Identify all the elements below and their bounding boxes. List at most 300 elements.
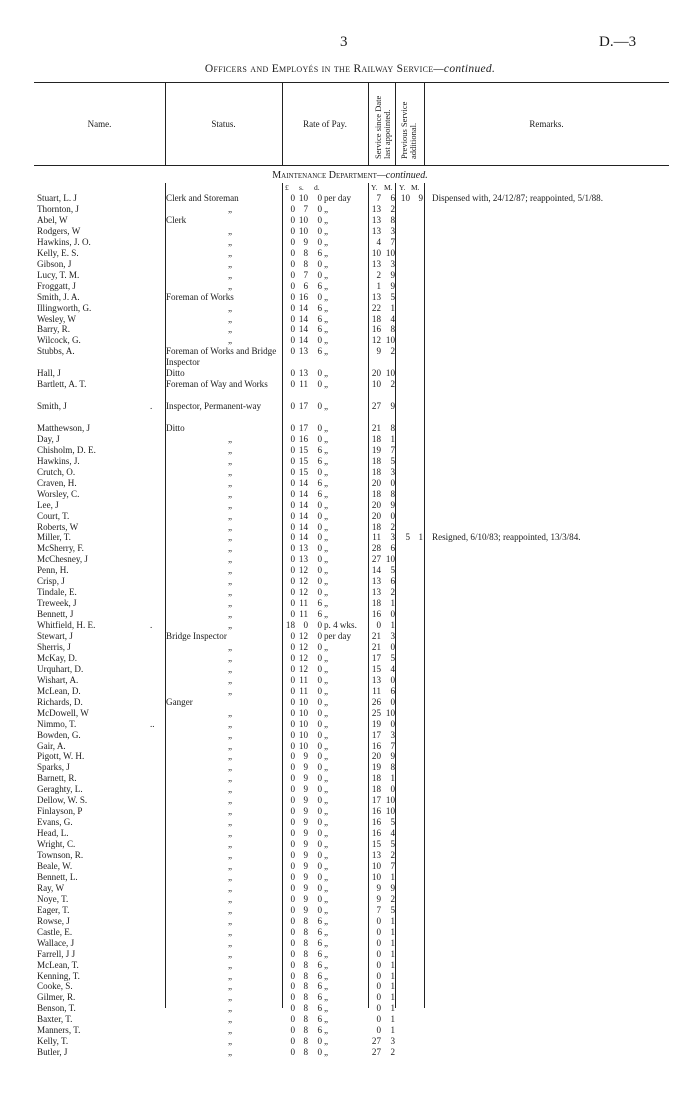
pay-pounds: 0: [290, 225, 295, 236]
pay-period: „: [324, 926, 329, 937]
service-months: 10: [385, 707, 395, 718]
pay-pence: 0: [317, 466, 322, 477]
service-years: 10: [371, 871, 381, 882]
service-years: 16: [371, 609, 381, 620]
pay-period: „: [324, 915, 329, 926]
pay-period: „: [324, 850, 329, 860]
pay-pounds: 0: [290, 532, 295, 543]
pay-pounds: 0: [290, 444, 295, 455]
service-years: 27: [371, 401, 381, 411]
table-row: [0, 675, 700, 686]
pay-pounds: 0: [290, 773, 295, 784]
pay-pence: 6: [317, 444, 322, 455]
pay-pence: 6: [317, 937, 322, 948]
pay-pence: 0: [317, 751, 322, 762]
service-months: 1: [390, 1003, 395, 1014]
pay-pence: 0: [317, 214, 322, 225]
employee-name: Rodgers, W: [37, 225, 81, 236]
pay-period: „: [324, 554, 329, 565]
pay-period: „: [324, 762, 329, 773]
pay-period: „: [324, 1014, 329, 1025]
service-months: 6: [390, 576, 395, 587]
table-row: [0, 981, 700, 992]
table-row: [0, 708, 700, 719]
service-months: 4: [390, 828, 395, 839]
service-months: 2: [390, 521, 395, 532]
status-text: „: [227, 959, 233, 970]
pay-shillings: 14: [298, 510, 308, 521]
service-months: 10: [385, 247, 395, 258]
employee-name: Sparks, J: [37, 762, 70, 773]
employee-name: Baxter, T.: [37, 1014, 73, 1025]
pay-shillings: 16: [298, 291, 308, 302]
status-text: „: [227, 718, 233, 729]
service-years: 15: [371, 839, 381, 850]
service-years: 0: [376, 1014, 381, 1025]
pay-pence: 0: [317, 587, 322, 598]
pay-pounds: 0: [290, 1014, 295, 1025]
pay-pence: 0: [317, 1047, 322, 1058]
service-months: 1: [390, 433, 395, 444]
pay-pounds: 0: [290, 576, 295, 587]
status-text: „: [227, 652, 233, 663]
service-months: 10: [385, 368, 395, 379]
service-months: 10: [385, 335, 395, 346]
status-text: „: [227, 510, 233, 521]
pay-period: „: [324, 904, 329, 915]
pay-pounds: 0: [290, 1025, 295, 1036]
table-row: [0, 784, 700, 795]
pay-shillings: 9: [303, 762, 308, 773]
table-row: [0, 664, 700, 675]
table-row: [0, 445, 700, 456]
employee-name: Wilcock, G.: [37, 335, 81, 346]
pay-shillings: 14: [298, 477, 308, 488]
service-years: 19: [371, 762, 381, 773]
header-service: Service since Date last appointed.: [373, 95, 392, 159]
status-text: „: [227, 740, 233, 751]
table-row: [0, 773, 700, 784]
pay-period: „: [324, 641, 329, 652]
pay-shillings: 8: [303, 258, 308, 269]
pay-pounds: 0: [290, 269, 295, 280]
pay-pence: 0: [317, 193, 322, 203]
pay-pounds: 0: [290, 992, 295, 1003]
table-row: [0, 719, 700, 730]
service-years: 1: [376, 280, 381, 291]
pay-pence: 0: [317, 904, 322, 915]
pay-shillings: 14: [298, 313, 308, 324]
table-row: [0, 543, 700, 554]
pay-pounds: 0: [290, 1003, 295, 1014]
service-months: 9: [390, 499, 395, 510]
pay-shillings: 9: [303, 871, 308, 882]
pay-pounds: 0: [290, 707, 295, 718]
table-row: [0, 762, 700, 773]
pay-period: „: [324, 861, 329, 871]
service-months: 10: [385, 554, 395, 565]
employee-name: Townson, R.: [37, 850, 84, 860]
status-text: „: [227, 839, 233, 850]
status-text: „: [227, 882, 233, 893]
pay-pence: 0: [317, 225, 322, 236]
status-text: „: [227, 784, 233, 795]
table-row: [0, 456, 700, 467]
pay-shillings: 8: [303, 970, 308, 981]
pay-period: „: [324, 981, 329, 992]
pay-pounds: 0: [290, 433, 295, 444]
pay-shillings: 9: [303, 861, 308, 871]
pay-period: „: [324, 696, 329, 707]
status-text: „: [227, 1025, 233, 1036]
pay-pounds: 0: [290, 981, 295, 992]
status-text: „: [227, 477, 233, 488]
pay-pence: 6: [317, 959, 322, 970]
pay-pence: 0: [317, 1036, 322, 1047]
service-years: 13: [371, 674, 381, 685]
pay-shillings: 14: [298, 499, 308, 510]
service-months: 2: [390, 346, 395, 357]
pay-shillings: 8: [303, 981, 308, 992]
pay-pounds: 0: [290, 784, 295, 795]
pay-period: „: [324, 817, 329, 828]
pay-shillings: 8: [303, 1047, 308, 1058]
pay-period: „: [324, 302, 329, 313]
service-months: 1: [390, 926, 395, 937]
pay-pence: 0: [317, 510, 322, 521]
status-text: „: [227, 937, 233, 948]
service-months: 5: [390, 652, 395, 663]
pay-pence: 0: [317, 850, 322, 860]
service-months: 1: [390, 992, 395, 1003]
pay-pounds: 0: [290, 313, 295, 324]
table-row: [0, 270, 700, 281]
service-years: 19: [371, 444, 381, 455]
pay-pounds: 0: [290, 817, 295, 828]
status-text: Ditto: [166, 422, 185, 433]
employee-name: Benson, T.: [37, 1003, 76, 1014]
service-years: 14: [371, 565, 381, 576]
pay-pence: 6: [317, 1003, 322, 1014]
table-row: [0, 828, 700, 839]
service-months: 8: [390, 324, 395, 335]
table-row: [0, 806, 700, 817]
service-years: 4: [376, 236, 381, 247]
table-row: [0, 730, 700, 741]
pay-pounds: 0: [290, 729, 295, 740]
service-years: 7: [376, 193, 381, 203]
service-years: 18: [371, 773, 381, 784]
service-years: 7: [376, 904, 381, 915]
pay-shillings: 15: [298, 444, 308, 455]
header-status: Status.: [211, 119, 236, 129]
pay-pounds: 0: [290, 882, 295, 893]
service-months: 1: [390, 915, 395, 926]
service-years: 10: [371, 861, 381, 871]
title-suffix: —continued.: [433, 63, 496, 75]
pay-shillings: 7: [303, 203, 308, 214]
pay-pence: 0: [317, 499, 322, 510]
status-text: „: [227, 926, 233, 937]
pay-pounds: 0: [290, 422, 295, 433]
service-years: 16: [371, 828, 381, 839]
service-years: 18: [371, 433, 381, 444]
table-row: [0, 905, 700, 916]
employee-name: Farrell, J J: [37, 948, 76, 959]
unit-years-previous: Y.: [399, 183, 406, 192]
header-name: Name.: [87, 119, 112, 129]
pay-shillings: 11: [299, 598, 308, 609]
status-text: „: [227, 674, 233, 685]
employee-name: Head, L.: [37, 828, 69, 839]
pay-period: „: [324, 576, 329, 587]
table-row: [0, 686, 700, 697]
service-months: 9: [390, 401, 395, 411]
pay-pence: 0: [317, 620, 322, 630]
service-months: 0: [390, 477, 395, 488]
service-years: 16: [371, 806, 381, 817]
table-row: [0, 303, 700, 314]
page-number: 3: [340, 34, 348, 50]
table-row: [0, 1047, 700, 1058]
status-text: „: [227, 532, 233, 543]
table-row: [0, 598, 700, 609]
pay-pounds: 0: [290, 193, 295, 203]
table-row: [0, 248, 700, 259]
status-text: „: [227, 587, 233, 598]
pay-shillings: 11: [299, 609, 308, 620]
pay-shillings: 10: [298, 225, 308, 236]
service-months: 0: [390, 696, 395, 707]
table-row: [0, 500, 700, 511]
pay-pence: 0: [317, 882, 322, 893]
status-text: „: [227, 707, 233, 718]
employee-name: Roberts, W: [37, 521, 79, 532]
pay-pounds: 0: [290, 970, 295, 981]
pay-pence: 0: [317, 521, 322, 532]
status-text: „: [227, 565, 233, 576]
service-years: 13: [371, 214, 381, 225]
service-months: 7: [390, 236, 395, 247]
pay-pounds: 0: [290, 915, 295, 926]
pay-pence: 0: [317, 740, 322, 751]
pay-shillings: 14: [298, 488, 308, 499]
service-years: 9: [376, 346, 381, 357]
pay-shillings: 10: [298, 707, 308, 718]
status-text: Bridge Inspector: [166, 631, 227, 641]
service-months: 1: [390, 970, 395, 981]
employee-name: Eager, T.: [37, 904, 70, 915]
service-years: 17: [371, 652, 381, 663]
service-months: 5: [390, 455, 395, 466]
pay-shillings: 12: [298, 631, 308, 641]
pay-pounds: 0: [290, 543, 295, 554]
employee-name: Penn, H.: [37, 565, 69, 576]
pay-shillings: 16: [298, 433, 308, 444]
table-row: [0, 478, 700, 489]
pay-shillings: 10: [298, 718, 308, 729]
pay-shillings: 12: [298, 576, 308, 587]
employee-name: Day, J: [37, 433, 60, 444]
employee-name: Miller, T.: [37, 532, 71, 543]
table-row: [0, 226, 700, 237]
employee-name: Noye, T.: [37, 893, 69, 904]
pay-period: „: [324, 444, 329, 455]
leader-dots: ..: [150, 718, 155, 729]
remarks-text: Dispensed with, 24/12/87; reappointed, 5/1/88.: [432, 193, 603, 203]
pay-pence: 0: [317, 576, 322, 587]
service-years: 18: [371, 488, 381, 499]
service-months: 5: [390, 565, 395, 576]
service-years: 0: [376, 1025, 381, 1036]
status-text: „: [227, 817, 233, 828]
employee-name: Court, T.: [37, 510, 70, 521]
employee-name: Cooke, S.: [37, 981, 73, 992]
pay-pounds: 0: [290, 214, 295, 225]
pay-pounds: 0: [290, 368, 295, 379]
pay-period: „: [324, 893, 329, 904]
table-row: [0, 609, 700, 620]
pay-shillings: 9: [303, 773, 308, 784]
employee-name: Treweek, J: [37, 598, 77, 609]
pay-period: „: [324, 948, 329, 959]
pay-shillings: 7: [303, 269, 308, 280]
unit-months: M.: [384, 183, 393, 192]
pay-shillings: 10: [298, 193, 308, 203]
pay-pounds: 0: [290, 663, 295, 674]
pay-pence: 0: [317, 543, 322, 554]
pay-pounds: 0: [290, 795, 295, 806]
employee-name: Wishart, A.: [37, 674, 79, 685]
pay-pounds: 0: [290, 1047, 295, 1058]
service-months: 0: [390, 609, 395, 620]
pay-pence: 0: [317, 784, 322, 795]
employee-name: Gilmer, R.: [37, 992, 76, 1003]
status-text: „: [227, 554, 233, 565]
status-text: Clerk and Storeman: [166, 193, 239, 203]
status-text: „: [227, 269, 233, 280]
pay-pence: 0: [317, 554, 322, 565]
table-row: [0, 314, 700, 325]
pay-shillings: 9: [303, 882, 308, 893]
pay-period: „: [324, 477, 329, 488]
pay-period: „: [324, 871, 329, 882]
pay-period: „: [324, 280, 329, 291]
table-row: [0, 1025, 700, 1036]
pay-period: per day: [324, 193, 352, 203]
service-years: 20: [371, 499, 381, 510]
employee-name: Beale, W.: [37, 861, 73, 871]
pay-period: „: [324, 291, 329, 302]
service-months: 0: [390, 784, 395, 795]
pay-pence: 0: [317, 707, 322, 718]
status-text: „: [227, 663, 233, 674]
leader-dots: .: [150, 401, 153, 411]
pay-pounds: 0: [290, 751, 295, 762]
pay-pence: 0: [317, 663, 322, 674]
pay-period: „: [324, 258, 329, 269]
status-text: „: [227, 488, 233, 499]
table-row: [0, 916, 700, 927]
pay-pence: 0: [317, 401, 322, 411]
employee-name: Ray, W: [37, 882, 65, 893]
employee-name: Finlayson, P: [37, 806, 83, 817]
table-row: [0, 1003, 700, 1014]
service-months: 3: [390, 532, 395, 543]
table-row: [0, 434, 700, 445]
service-months: 0: [390, 510, 395, 521]
status-text: „: [227, 729, 233, 740]
pay-shillings: 10: [298, 740, 308, 751]
pay-pence: 0: [317, 422, 322, 433]
service-years: 18: [371, 466, 381, 477]
pay-pence: 6: [317, 609, 322, 620]
pay-pounds: 0: [290, 324, 295, 335]
status-text: „: [227, 236, 233, 247]
unit-years: Y.: [371, 183, 378, 192]
pay-pounds: 0: [290, 696, 295, 707]
pay-pounds: 0: [290, 291, 295, 302]
employee-name: Nimmo, T.: [37, 718, 77, 729]
status-text: „: [227, 313, 233, 324]
pay-pence: 0: [317, 433, 322, 444]
pay-shillings: 9: [303, 904, 308, 915]
pay-pounds: 0: [290, 598, 295, 609]
pay-period: „: [324, 937, 329, 948]
service-months: 4: [390, 313, 395, 324]
section-main: Maintenance Department: [272, 170, 377, 181]
table-row: [0, 620, 700, 631]
pay-shillings: 9: [303, 795, 308, 806]
service-years: 20: [371, 751, 381, 762]
pay-shillings: 8: [303, 915, 308, 926]
pay-shillings: 12: [298, 641, 308, 652]
table-row: [0, 324, 700, 335]
remarks-text: Resigned, 6/10/83; reappointed, 13/3/84.: [432, 532, 581, 543]
pay-shillings: 8: [303, 1014, 308, 1025]
pay-pounds: 0: [290, 587, 295, 598]
table-row: [0, 1014, 700, 1025]
service-years: 21: [371, 631, 381, 641]
pay-pounds: 0: [290, 203, 295, 214]
employee-name: McLean, T.: [37, 959, 79, 970]
status-text: „: [227, 861, 233, 871]
pay-pence: 6: [317, 598, 322, 609]
pay-pence: 0: [317, 291, 322, 302]
employee-name: Evans, G.: [37, 817, 73, 828]
pay-pounds: 0: [290, 247, 295, 258]
employee-name: Wright, C.: [37, 839, 76, 850]
pay-period: „: [324, 663, 329, 674]
pay-shillings: 14: [298, 532, 308, 543]
pay-period: „: [324, 433, 329, 444]
pay-pence: 0: [317, 861, 322, 871]
table-row: [0, 259, 700, 270]
pay-period: „: [324, 510, 329, 521]
service-months: 5: [390, 839, 395, 850]
pay-shillings: 17: [298, 422, 308, 433]
pay-shillings: 13: [298, 346, 308, 357]
table-row: [0, 237, 700, 248]
service-years: 2: [376, 269, 381, 280]
service-months: 8: [390, 422, 395, 433]
service-years: 13: [371, 225, 381, 236]
table-row: [0, 576, 700, 587]
pay-pence: 0: [317, 685, 322, 696]
status-text: „: [227, 893, 233, 904]
pay-pence: 6: [317, 981, 322, 992]
status-text: „: [227, 904, 233, 915]
